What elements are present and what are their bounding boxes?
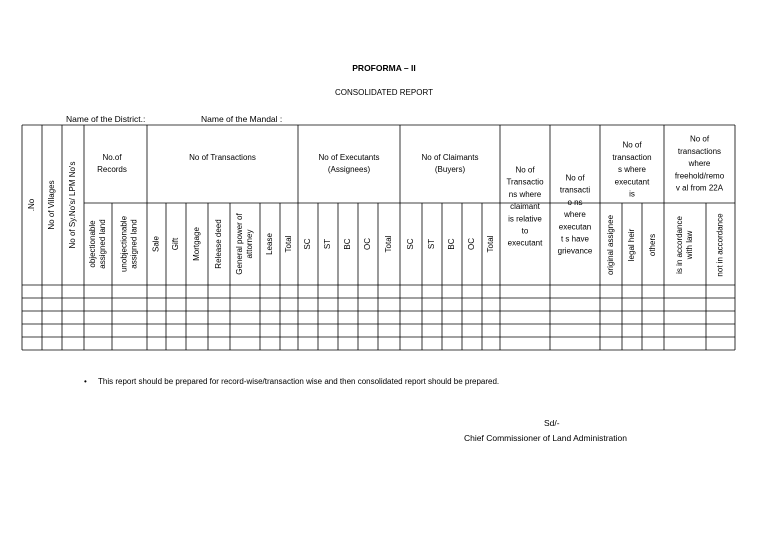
signatory: Chief Commissioner of Land Administration	[464, 433, 627, 443]
header-executant-category: Total	[384, 235, 394, 253]
header-transaction-type: attorney	[245, 229, 255, 259]
note-text: This report should be prepared for record-wise/transaction wise and then consolidated report should be prepared.	[98, 377, 500, 386]
header-executant-is-group: is	[629, 189, 635, 199]
header-claimant-category: Total	[486, 235, 496, 253]
header-villages: No of Villages	[47, 180, 57, 230]
header-sy-nos: No of Sy.No's/ LPM No's	[68, 161, 78, 249]
report-subtitle: CONSOLIDATED REPORT	[335, 88, 433, 97]
signature: Sd/-	[544, 418, 560, 428]
header-transaction-type: Gift	[171, 237, 181, 251]
proforma-title: PROFORMA – II	[352, 63, 416, 73]
header-claimant-relative: to	[521, 226, 529, 236]
header-record-type: assigned land	[98, 219, 108, 269]
header-claimant-relative: Transactio	[506, 177, 544, 187]
header-grievance: o ns	[567, 197, 583, 207]
header-claimant-relative: No of	[515, 165, 535, 175]
header-executants-group: No of Executants	[318, 153, 380, 163]
header-executant-is-group: executant	[614, 177, 650, 187]
header-transaction-type: Mortgage	[192, 227, 202, 261]
header-claimant-relative: is relative	[508, 214, 542, 224]
header-executant-is: legal heir	[627, 228, 637, 262]
header-claimant-relative: executant	[507, 238, 543, 248]
header-transaction-type: Release deed	[214, 219, 224, 269]
header-executants-group: (Assignees)	[327, 165, 371, 175]
header-no: .No	[27, 198, 37, 212]
header-freehold-option: not in accordance	[715, 213, 725, 277]
header-transaction-type: Total	[284, 235, 294, 253]
header-claimant-category: BC	[447, 238, 457, 250]
header-claimant-relative: ns where	[508, 189, 542, 199]
header-grievance: where	[564, 210, 586, 220]
header-executant-category: BC	[343, 238, 353, 250]
header-claimants-group: (Buyers)	[434, 165, 466, 175]
header-claimant-category: ST	[427, 238, 437, 250]
header-executant-is: others	[648, 233, 658, 257]
header-executant-category: OC	[363, 238, 373, 250]
header-freehold-group: freehold/remo	[674, 171, 725, 181]
report-note	[84, 377, 499, 386]
header-grievance: transacti	[559, 185, 591, 195]
header-executant-category: ST	[323, 238, 333, 250]
header-freehold-group: where	[688, 159, 711, 169]
header-record-type: unobjectionable	[119, 215, 129, 273]
header-transaction-type: General power of	[235, 213, 245, 275]
header-executant-is: original assignee	[606, 214, 616, 276]
header-transaction-type: Lease	[265, 233, 275, 255]
header-record-type: assigned land	[129, 219, 139, 269]
header-freehold-group: v al from 22A	[675, 183, 724, 193]
header-claimant-relative: claimant	[510, 202, 540, 212]
header-executant-is-group: s where	[617, 165, 647, 175]
header-grievance: executan	[558, 222, 592, 232]
header-claimant-category: OC	[467, 238, 477, 250]
header-transaction-type: Sale	[151, 235, 161, 253]
header-grievance: No of	[565, 173, 585, 183]
mandal-label: Name of the Mandal :	[201, 114, 283, 124]
header-grievance: grievance	[557, 246, 593, 256]
header-freehold-option: is in accordance	[675, 216, 685, 274]
header-transactions-group: No of Transactions	[189, 153, 256, 163]
header-records-group: No.of	[102, 153, 122, 163]
header-records-group: Records	[97, 165, 127, 175]
header-record-type: objectionable	[88, 220, 98, 268]
header-claimant-category: SC	[406, 238, 416, 250]
header-freehold-group: transactions	[677, 146, 722, 156]
bullet-icon: •	[84, 377, 87, 386]
district-label: Name of the District.:	[66, 114, 146, 124]
header-executant-category: SC	[303, 238, 313, 250]
header-freehold-option: with law	[685, 230, 695, 260]
header-claimants-group: No of Claimants	[421, 153, 479, 163]
header-grievance: t s have	[560, 234, 590, 244]
header-executant-is-group: transaction	[612, 152, 652, 162]
header-freehold-group: No of	[689, 134, 710, 144]
header-executant-is-group: No of	[622, 140, 642, 150]
